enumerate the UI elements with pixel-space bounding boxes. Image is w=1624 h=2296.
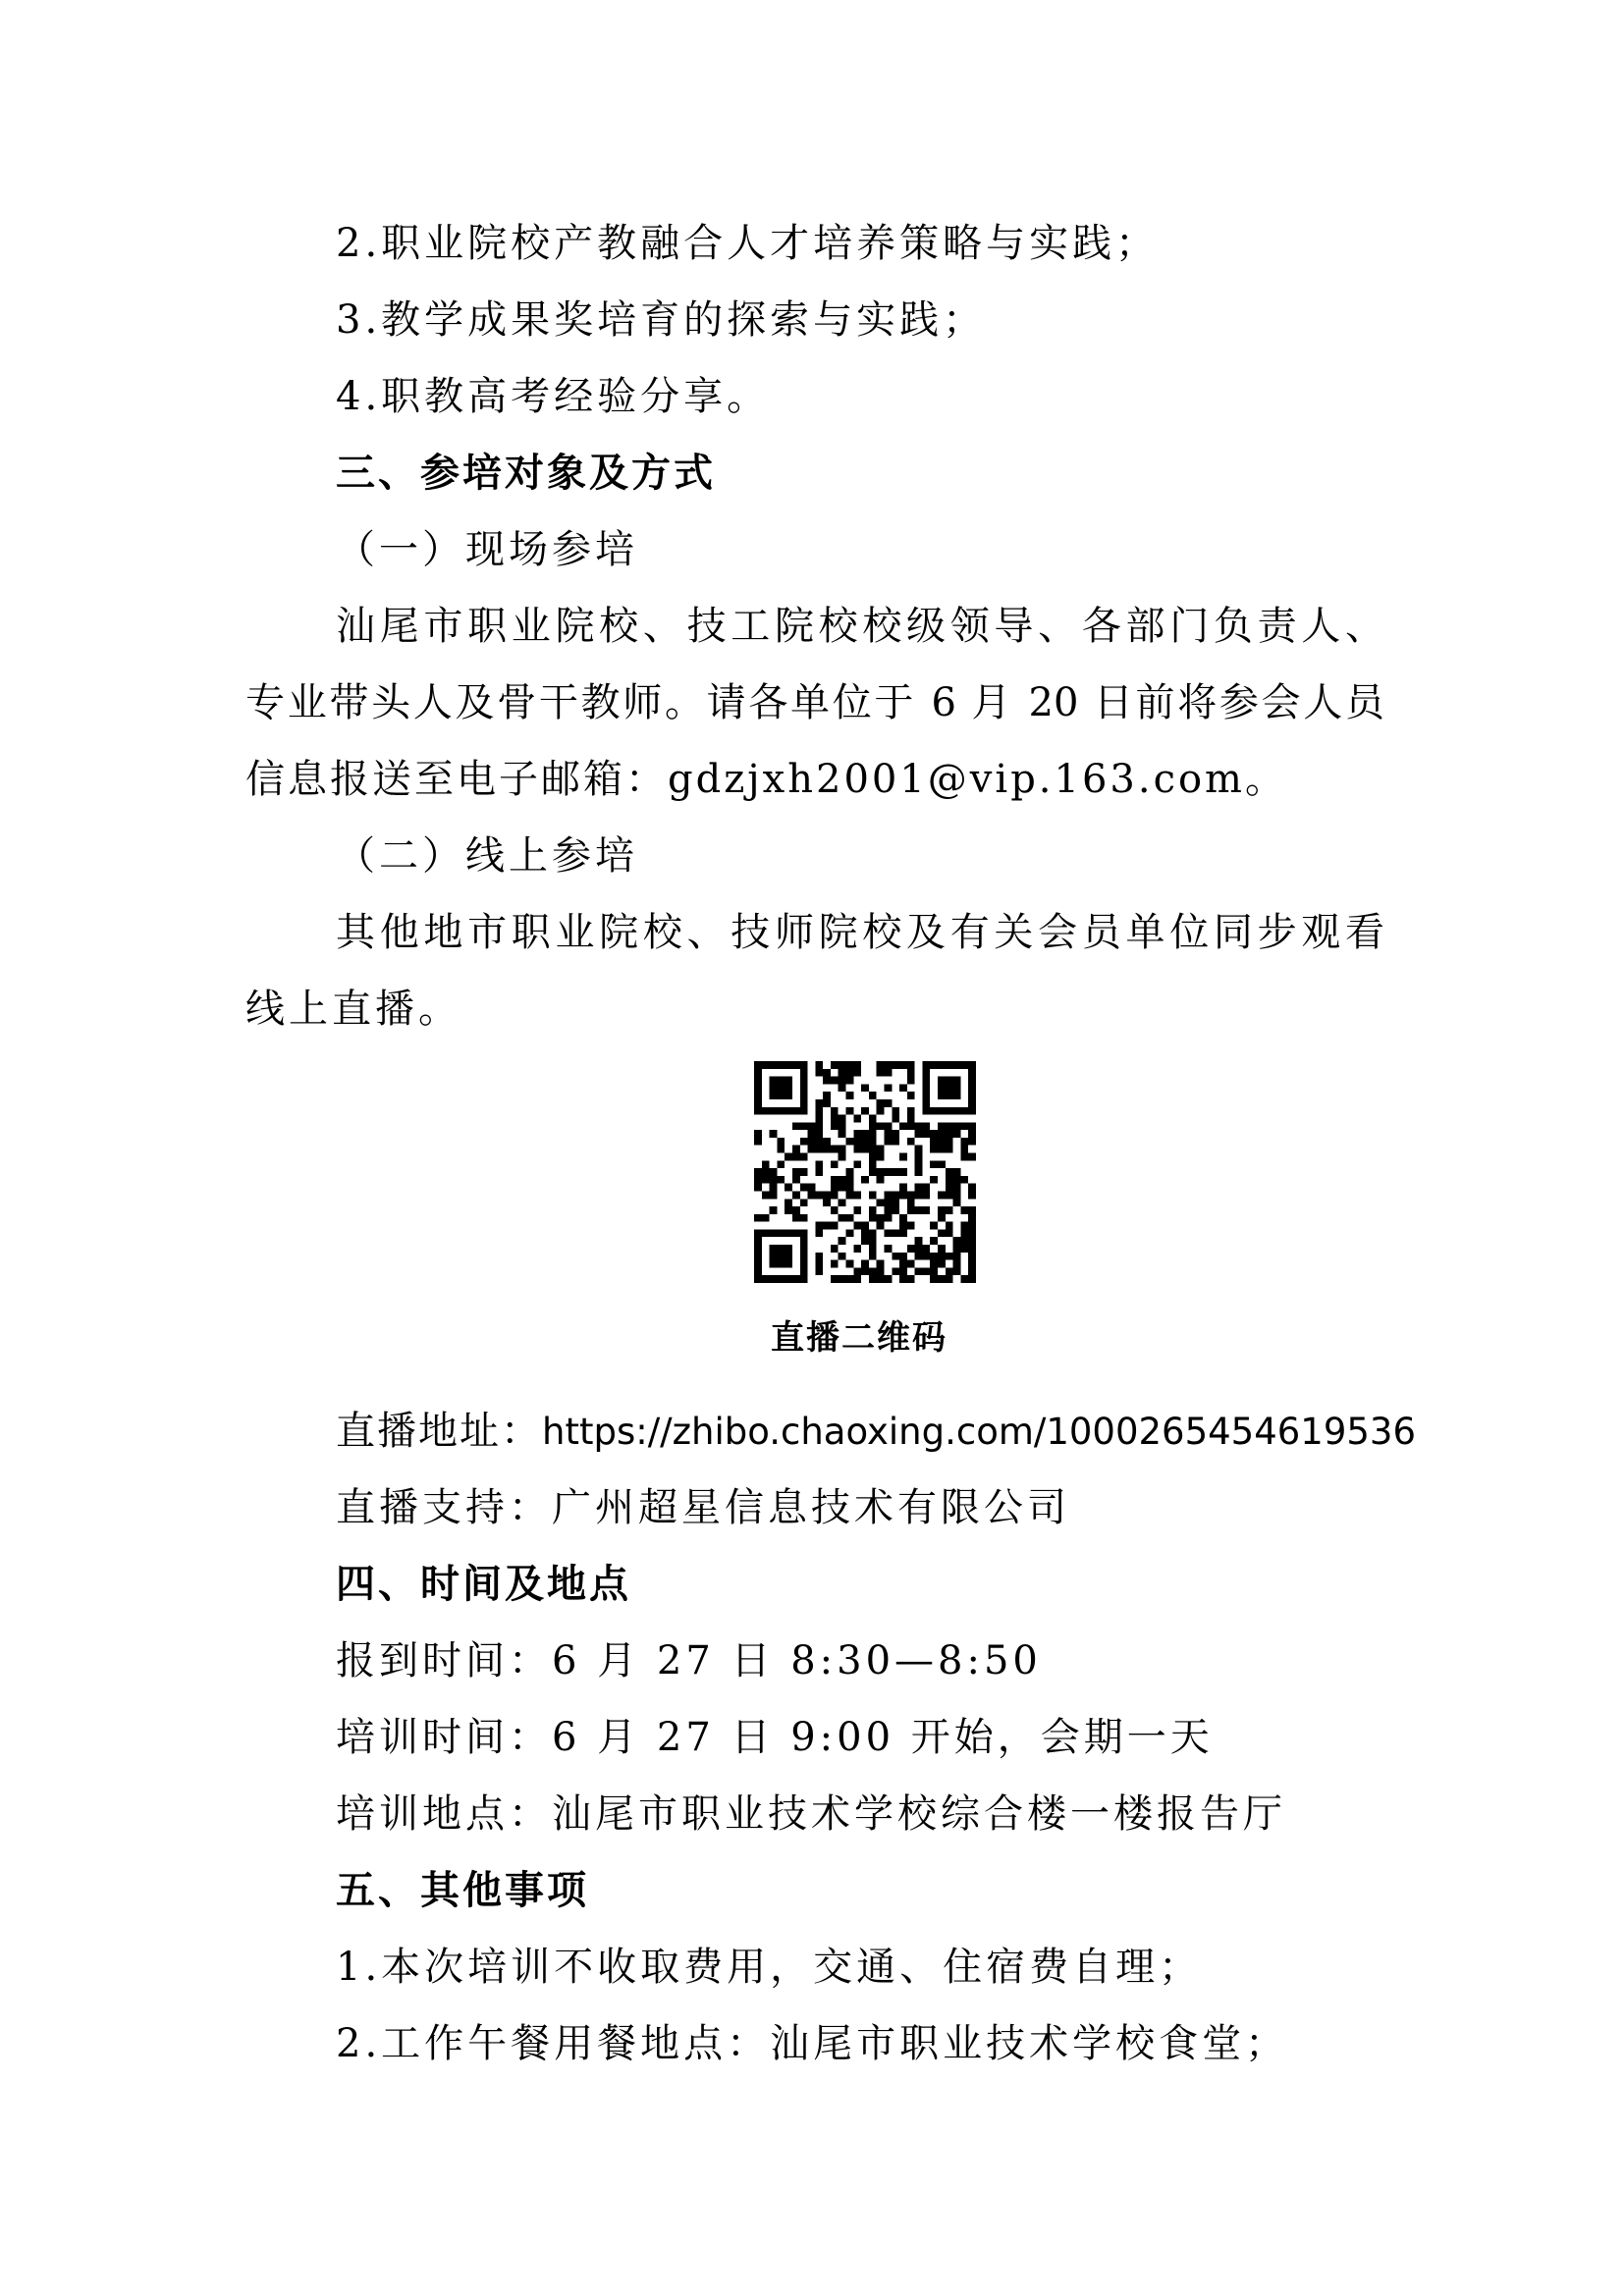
section-heading-4: 四、时间及地点	[336, 1562, 631, 1607]
list-item-2: 2.职业院校产教融合人才培养策略与实践；	[336, 221, 1160, 266]
paragraph-line: 其他地市职业院校、技师院校及有关会员单位同步观看	[336, 910, 1384, 955]
section-heading-3: 三、参培对象及方式	[336, 451, 716, 496]
live-address	[336, 1406, 1416, 1458]
section-heading-5: 五、其他事项	[336, 1868, 589, 1913]
qr-code-icon	[754, 1061, 976, 1283]
live-address-label: 直播地址：	[336, 1409, 542, 1454]
paragraph-line: 线上直播。	[245, 987, 461, 1032]
qr-caption: 直播二维码	[771, 1318, 947, 1358]
paragraph-line-email: 信息报送至电子邮箱：gdzjxh2001@vip.163.com。	[245, 757, 1287, 802]
other-item-1: 1.本次培训不收取费用，交通、住宿费自理；	[336, 1945, 1203, 1990]
other-item-2: 2.工作午餐用餐地点：汕尾市职业技术学校食堂；	[336, 2021, 1289, 2066]
training-place: 培训地点：汕尾市职业技术学校综合楼一楼报告厅	[336, 1791, 1286, 1837]
live-support: 直播支持：广州超星信息技术有限公司	[336, 1485, 1070, 1530]
live-address-link[interactable]: https://zhibo.chaoxing.com/1000265454619536	[542, 1411, 1416, 1453]
list-item-3: 3.教学成果奖培育的探索与实践；	[336, 297, 987, 343]
subsection-heading-online: （二）线上参培	[336, 833, 638, 879]
checkin-time: 报到时间：6 月 27 日 8:30—8:50	[336, 1638, 1042, 1683]
training-time: 培训时间：6 月 27 日 9:00 开始，会期一天	[336, 1715, 1214, 1760]
subsection-heading-onsite: （一）现场参培	[336, 527, 638, 572]
paragraph-line: 汕尾市职业院校、技工院校校级领导、各部门负责人、	[336, 604, 1384, 649]
paragraph-line: 专业带头人及骨干教师。请各单位于 6 月 20 日前将参会人员	[245, 680, 1384, 725]
list-item-4: 4.职教高考经验分享。	[336, 374, 771, 419]
